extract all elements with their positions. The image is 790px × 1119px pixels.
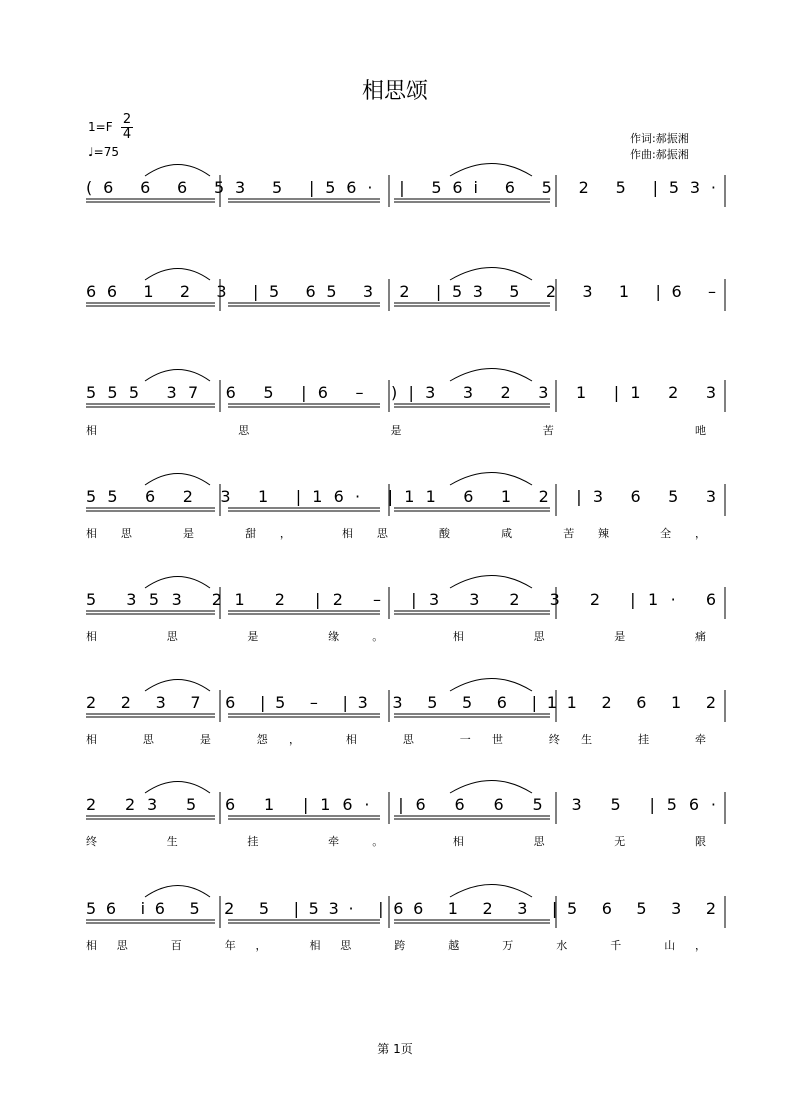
system-notes: 555 37 6 5 |6 – )|3 3 2 3 1 |1 2 3 (86, 383, 717, 402)
system-notes: 5 353 21 2 |2 – |3 3 2 3 2 |1· 6 (86, 590, 717, 609)
slur-arc (450, 268, 532, 281)
meter-top: 2 (122, 112, 132, 127)
system-lyrics: 相 思 是 怨， 相 思 一世 终生 挂 牵 (86, 733, 706, 746)
page-number: 第 1页 (377, 1042, 413, 1056)
system-lyrics: 相思 百 年， 相思 跨 越 万 水 千 山， (86, 939, 706, 952)
slur-arc (450, 164, 532, 177)
tempo-value: =75 (93, 145, 119, 159)
system-lyrics: 终 生 挂 牵。 相 思 无 限 (86, 835, 707, 848)
system-notes: 2 23 5 6 1 |16· |6 6 6 5 3 5 |56· (86, 795, 716, 814)
composer-credit: 作曲:郝振湘 (630, 148, 689, 161)
slur-arc (145, 474, 210, 486)
slur-arc (450, 885, 532, 898)
system-notes: 55 6 2 3 1 |16· |11 6 1 2 |3 6 5 3 (86, 487, 717, 506)
system-lyrics: 相思 是 甜， 相思 酸 咸 苦辣 全， (86, 527, 707, 540)
key-signature: 1=F (88, 120, 113, 134)
system-notes: 56 i6 5 2 5 |53· |66 1 2 3 |5 6 5 3 2 (86, 899, 716, 918)
system-notes: 66 1 2 3 |5 65 3 2 |53 5 2 3 1 |6 – (86, 282, 716, 301)
slur-arc (145, 165, 210, 177)
slur-arc (145, 577, 210, 589)
system-notes: 2 2 3 7 6 |5 – |3 3 5 5 6 |11 2 6 1 2 (86, 693, 716, 712)
slur-arc (145, 680, 210, 692)
system-lyrics: 相 思 是 苦 吔 (86, 424, 706, 437)
slur-arc (450, 679, 532, 692)
lyricist-credit: 作词:郝振湘 (630, 132, 689, 145)
system-notes: (6 6 6 53 5 |56· | 56i 6 5 2 5 |53· (86, 178, 716, 197)
slur-arc (450, 473, 532, 486)
slur-arc (450, 576, 532, 589)
system-lyrics: 相 思 是 缘。 相 思 是 痛 (86, 630, 707, 643)
quarter-note-icon: ♩ (88, 145, 94, 159)
slur-arc (145, 886, 210, 898)
slur-arc (450, 781, 532, 794)
slur-arc (145, 370, 210, 382)
meter-bottom: 4 (122, 127, 132, 142)
slur-arc (145, 269, 210, 281)
slur-arc (145, 782, 210, 794)
slur-arc (450, 369, 532, 382)
song-title: 相思颂 (361, 79, 428, 104)
